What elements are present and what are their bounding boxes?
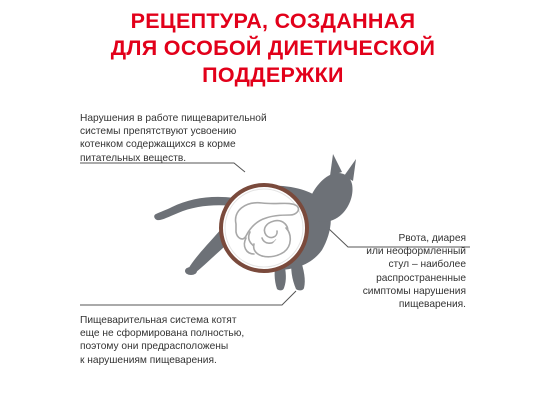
leader-line-bottom-left bbox=[80, 291, 296, 305]
callout-bottom-left-line-1: Пищеварительная система котят bbox=[80, 315, 237, 326]
headline-line-2: ДЛЯ ОСОБОЙ ДИЕТИЧЕСКОЙ bbox=[110, 36, 436, 60]
callout-top-left-line-1: Нарушения в работе пищеварительной bbox=[80, 113, 267, 124]
callout-bottom-left-line-4: к нарушениям пищеварения. bbox=[80, 354, 217, 366]
callout-right-line-6: пищеварения. bbox=[398, 299, 466, 311]
callout-top-left-line-4: питательных веществ. bbox=[80, 152, 187, 164]
callout-top-left-line-2: системы препятствуют усвоению bbox=[80, 126, 237, 138]
callout-right-line-2: или неоформленный bbox=[366, 246, 466, 258]
callout-top-left-line-3: котенком содержащихся в корме bbox=[80, 139, 236, 151]
callout-right-line-4: распространенные bbox=[376, 272, 466, 284]
callout-right-line-1: Рвота, диарея bbox=[398, 233, 466, 244]
callout-bottom-left-line-2: еще не сформирована полностью, bbox=[80, 328, 245, 340]
callout-right bbox=[330, 232, 466, 311]
callout-right-line-3: стул – наиболее bbox=[388, 259, 466, 271]
headline-line-3: ПОДДЕРЖКИ bbox=[202, 63, 344, 87]
callout-right-line-5: симптомы нарушения bbox=[362, 285, 466, 297]
callout-bottom-left-line-3: поэтому они предрасположены bbox=[80, 341, 229, 353]
headline-line-1: РЕЦЕПТУРА, СОЗДАННАЯ bbox=[130, 9, 416, 33]
callout-bottom-left bbox=[80, 314, 280, 367]
callout-top-left bbox=[80, 112, 270, 165]
